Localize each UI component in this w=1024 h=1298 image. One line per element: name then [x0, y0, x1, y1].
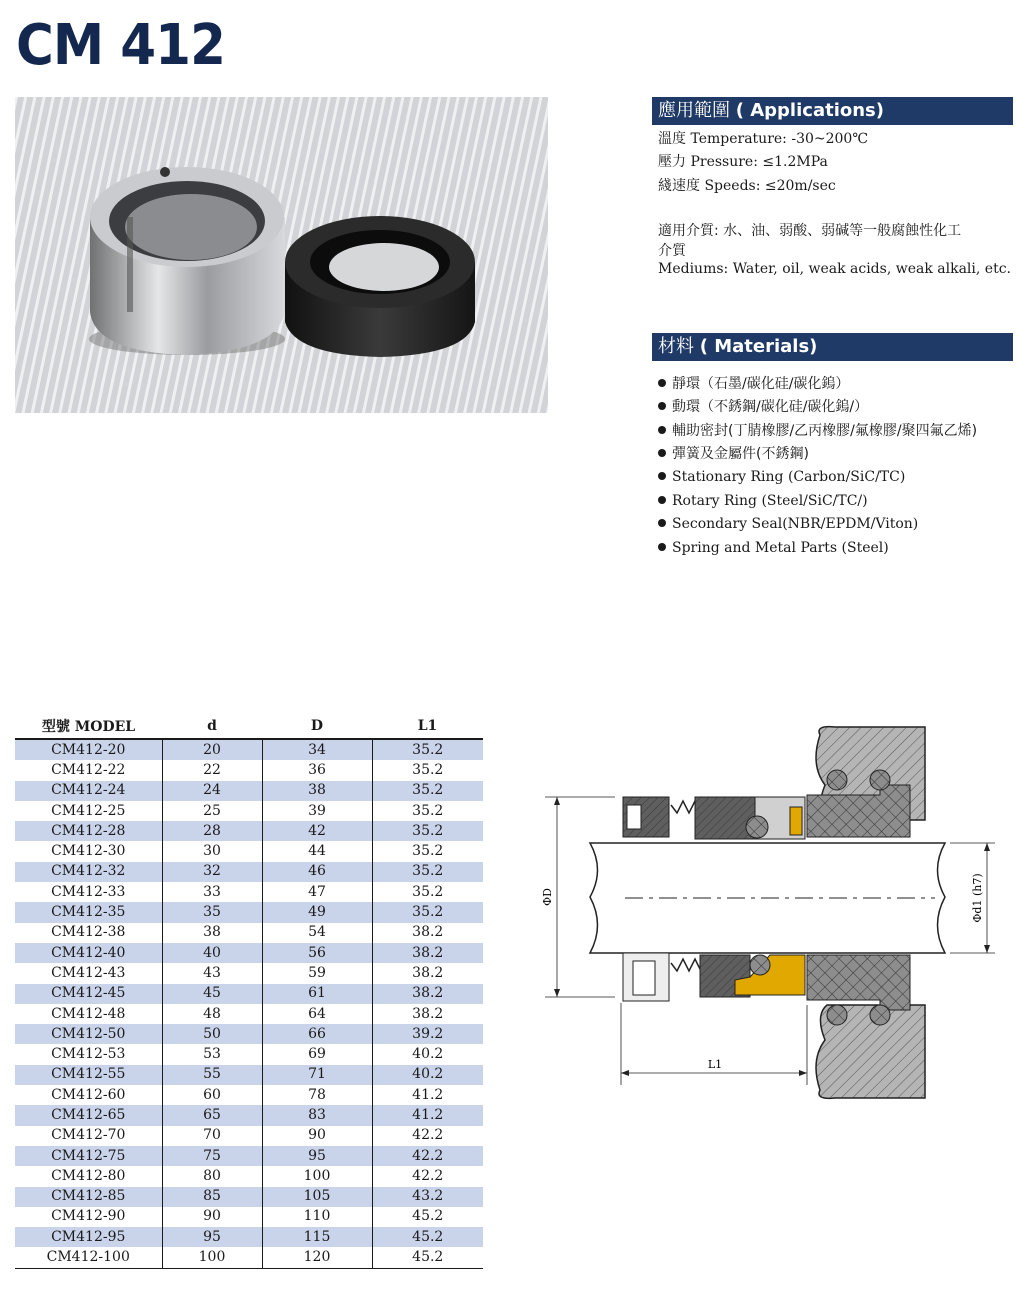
cell-model: CM412-40: [15, 943, 162, 963]
cell-d: 32: [162, 862, 262, 882]
cell-D: 69: [262, 1044, 372, 1064]
cell-D: 59: [262, 963, 372, 983]
cell-L1: 45.2: [372, 1227, 483, 1247]
bullet-icon: [658, 472, 666, 480]
cell-L1: 38.2: [372, 943, 483, 963]
cell-L1: 38.2: [412, 1005, 444, 1022]
cell-D: 36: [262, 760, 372, 780]
table-row: [15, 1085, 483, 1105]
cell-L1: 35.2: [372, 821, 483, 841]
bullet-icon: [658, 449, 666, 457]
table-row: [15, 821, 483, 841]
cell-model: CM412-90: [15, 1207, 162, 1227]
header-D: D: [262, 714, 372, 739]
material-item: 動環（不銹鋼/碳化硅/碳化鎢/）: [658, 398, 868, 416]
cell-model: CM412-25: [15, 801, 162, 821]
cell-model: CM412-60: [15, 1085, 162, 1105]
cell-model: CM412-35: [15, 902, 162, 922]
cell-L1: 45.2: [372, 1247, 483, 1268]
applications-heading: [652, 97, 1013, 125]
cell-L1: 45.2: [412, 1208, 444, 1225]
cell-model: CM412-48: [15, 1004, 162, 1024]
cell-model: CM412-95: [15, 1227, 162, 1247]
table-row: [15, 1166, 483, 1186]
table-row: [15, 1146, 483, 1166]
cell-D: 49: [262, 902, 372, 922]
cell-model: CM412-75: [15, 1146, 162, 1166]
page-title: CM 412: [16, 13, 226, 78]
header-model: 型號 MODEL: [15, 714, 162, 739]
cell-d: 60: [162, 1085, 262, 1105]
cell-d: 90: [162, 1207, 262, 1227]
cell-model: CM412-50: [15, 1024, 162, 1044]
cell-model: CM412-28: [15, 821, 162, 841]
cell-d: 24: [162, 781, 262, 801]
table-row: [15, 943, 483, 963]
table-row: [15, 739, 483, 760]
table-row: [15, 1105, 483, 1125]
cell-d: 55: [162, 1065, 262, 1085]
table-header-row: [15, 714, 483, 739]
materials-heading-en: ( Materials): [699, 336, 818, 357]
cell-D: 38: [262, 781, 372, 801]
cell-L1: 35.2: [412, 843, 444, 860]
material-item: Rotary Ring (Steel/SiC/TC/): [658, 492, 868, 510]
table-row: [15, 963, 483, 983]
cell-D: 100: [262, 1166, 372, 1186]
cell-L1: 42.2: [372, 1146, 483, 1166]
cell-L1: 42.2: [412, 1127, 444, 1144]
cell-D: 44: [262, 841, 372, 861]
cell-d: 65: [162, 1105, 262, 1125]
cell-L1: 42.2: [412, 1167, 444, 1184]
cell-d: 80: [162, 1166, 262, 1186]
header-L1: L1: [372, 714, 483, 739]
cell-d: 28: [162, 821, 262, 841]
cell-D: 54: [262, 923, 372, 943]
cell-model: CM412-30: [15, 841, 162, 861]
cell-model: CM412-80: [15, 1166, 162, 1186]
cell-d: 100: [162, 1247, 262, 1268]
cell-L1: 38.2: [372, 984, 483, 1004]
table-row: [15, 984, 483, 1004]
header-d: d: [162, 714, 262, 739]
table-row: [15, 1065, 483, 1085]
dimension-label-L1: L1: [707, 1058, 723, 1071]
product-photo: [15, 97, 548, 413]
material-item: Stationary Ring (Carbon/SiC/TC): [658, 468, 905, 486]
cell-D: 115: [262, 1227, 372, 1247]
cell-model: CM412-22: [15, 760, 162, 780]
bullet-icon: [658, 379, 666, 387]
cell-model: CM412-33: [15, 882, 162, 902]
material-item: 輔助密封(丁腈橡膠/乙丙橡膠/氟橡膠/聚四氟乙烯): [658, 422, 977, 440]
cell-d: 75: [162, 1146, 262, 1166]
cell-d: 48: [162, 1004, 262, 1024]
cell-d: 43: [162, 963, 262, 983]
cell-D: 95: [262, 1146, 372, 1166]
cell-L1: 40.2: [412, 1046, 444, 1063]
cell-D: 42: [262, 821, 372, 841]
cell-model: CM412-45: [15, 984, 162, 1004]
cell-model: CM412-70: [15, 1126, 162, 1146]
cell-L1: 35.2: [372, 781, 483, 801]
table-row: [15, 902, 483, 922]
table-row: [15, 1024, 483, 1044]
cell-d: 20: [162, 739, 262, 760]
bullet-icon: [658, 543, 666, 551]
table-body: [15, 739, 483, 1268]
table-row: [15, 1187, 483, 1207]
materials-heading-cn: 材料: [658, 336, 694, 357]
dimension-label-D: ΦD: [541, 888, 554, 906]
spec-temperature: 溫度 Temperature: -30~200℃: [658, 131, 868, 147]
cell-d: 33: [162, 882, 262, 902]
cell-model: CM412-100: [15, 1247, 162, 1268]
cell-d: 25: [162, 801, 262, 821]
cell-d: 50: [162, 1024, 262, 1044]
cell-D: 71: [262, 1065, 372, 1085]
table-row: [15, 1247, 483, 1268]
cell-model: CM412-24: [15, 781, 162, 801]
cell-d: 35: [162, 902, 262, 922]
seal-cross-section: [535, 725, 1015, 1100]
cell-D: 78: [262, 1085, 372, 1105]
table-row: [15, 801, 483, 821]
technical-drawing: [535, 725, 1015, 1100]
materials-heading: [652, 333, 1013, 361]
bullet-icon: [658, 519, 666, 527]
bullet-icon: [658, 402, 666, 410]
cell-D: 83: [262, 1105, 372, 1125]
table-row: [15, 781, 483, 801]
cell-L1: 38.2: [412, 924, 444, 941]
table-row: [15, 923, 483, 943]
material-item: Secondary Seal(NBR/EPDM/Viton): [658, 515, 918, 533]
spec-pressure: 壓力 Pressure: ≤1.2MPa: [658, 154, 828, 170]
mediums-cn-line-2: 介質: [658, 243, 686, 259]
table-row: [15, 1126, 483, 1146]
cell-L1: 35.2: [412, 883, 444, 900]
cell-d: 40: [162, 943, 262, 963]
table-row: [15, 862, 483, 882]
cell-D: 56: [262, 943, 372, 963]
cell-model: CM412-38: [15, 923, 162, 943]
material-item: Spring and Metal Parts (Steel): [658, 539, 889, 557]
cell-L1: 40.2: [372, 1065, 483, 1085]
cell-model: CM412-65: [15, 1105, 162, 1125]
mediums-cn-line-1: 適用介質: 水、油、弱酸、弱碱等一般腐蝕性化工: [658, 223, 962, 239]
cell-L1: 39.2: [372, 1024, 483, 1044]
material-item: 彈簧及金屬件(不銹鋼): [658, 445, 809, 463]
table-row: [15, 1207, 483, 1227]
cell-D: 120: [262, 1247, 372, 1268]
cell-d: 38: [162, 923, 262, 943]
cell-L1: 35.2: [412, 761, 444, 778]
table-row: [15, 760, 483, 780]
cell-d: 30: [162, 841, 262, 861]
cell-d: 70: [162, 1126, 262, 1146]
table-row: [15, 1227, 483, 1247]
cell-L1: 35.2: [372, 739, 483, 760]
cell-L1: 41.2: [372, 1105, 483, 1125]
dimension-label-d1: Φd1 (h7): [971, 873, 984, 923]
cell-d: 95: [162, 1227, 262, 1247]
cell-L1: 41.2: [412, 1086, 444, 1103]
mediums-en: Mediums: Water, oil, weak acids, weak alkali, etc.: [658, 261, 1011, 277]
cell-D: 34: [262, 739, 372, 760]
applications-heading-en: ( Applications): [735, 100, 884, 121]
cell-D: 66: [262, 1024, 372, 1044]
bullet-icon: [658, 426, 666, 434]
cell-d: 85: [162, 1187, 262, 1207]
spec-speed: 綫速度 Speeds: ≤20m/sec: [658, 178, 836, 194]
cell-D: 105: [262, 1187, 372, 1207]
product-photo-image: [15, 97, 548, 413]
table-row: [15, 1044, 483, 1064]
cell-D: 47: [262, 882, 372, 902]
bullet-icon: [658, 496, 666, 504]
cell-D: 90: [262, 1126, 372, 1146]
applications-heading-cn: 應用範圍: [658, 100, 730, 121]
cell-L1: 43.2: [372, 1187, 483, 1207]
cell-model: CM412-20: [15, 739, 162, 760]
cell-model: CM412-43: [15, 963, 162, 983]
cell-L1: 35.2: [372, 862, 483, 882]
cell-d: 53: [162, 1044, 262, 1064]
cell-L1: 35.2: [412, 802, 444, 819]
cell-D: 64: [262, 1004, 372, 1024]
cell-D: 61: [262, 984, 372, 1004]
cell-d: 45: [162, 984, 262, 1004]
spec-table: [15, 714, 483, 1269]
cell-d: 22: [162, 760, 262, 780]
cell-model: CM412-53: [15, 1044, 162, 1064]
table-row: [15, 841, 483, 861]
cell-D: 39: [262, 801, 372, 821]
material-item: 靜環（石墨/碳化硅/碳化鎢）: [658, 375, 849, 393]
cell-D: 110: [262, 1207, 372, 1227]
cell-L1: 35.2: [372, 902, 483, 922]
table-row: [15, 882, 483, 902]
cell-L1: 38.2: [412, 964, 444, 981]
cell-model: CM412-85: [15, 1187, 162, 1207]
cell-model: CM412-55: [15, 1065, 162, 1085]
cell-D: 46: [262, 862, 372, 882]
table-row: [15, 1004, 483, 1024]
cell-model: CM412-32: [15, 862, 162, 882]
